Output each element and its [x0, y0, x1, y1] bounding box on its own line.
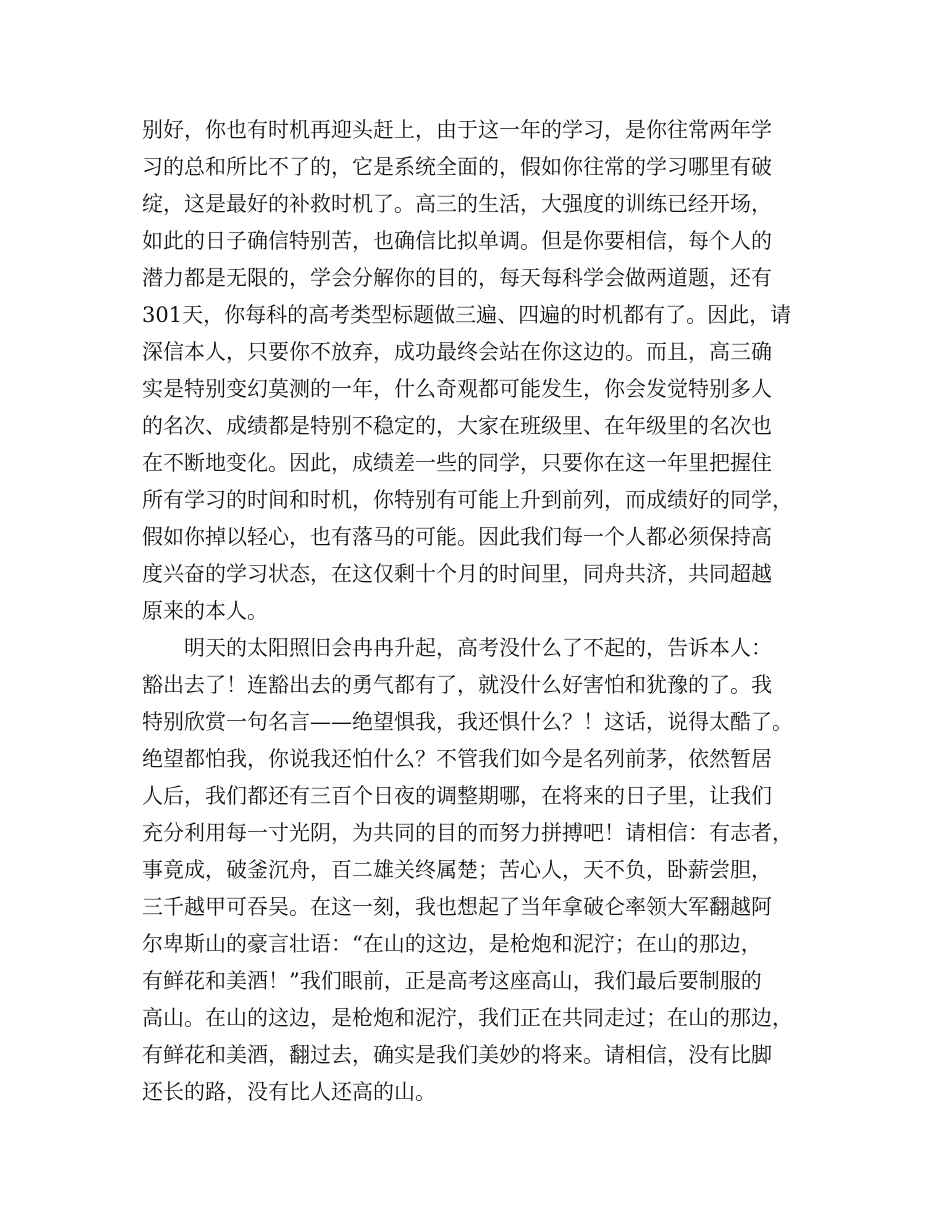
text-line: 特别欣赏一句名言——绝望惧我，我还惧什么？！这话，说得太酷了。: [142, 710, 793, 734]
text-line: 三千越甲可吞吴。在这一刻，我也想起了当年拿破仑率领大军翻越阿: [142, 895, 772, 919]
text-line: 实是特别变幻莫测的一年，什么奇观都可能发生，你会发觉特别多人: [142, 377, 772, 401]
text-line: 别好，你也有时机再迎头赶上，由于这一年的学习，是你往常两年学: [142, 118, 772, 142]
text-line: 有鲜花和美酒，翻过去，确实是我们美妙的将来。请相信，没有比脚: [142, 1043, 772, 1067]
document-body: [142, 112, 832, 1111]
text-line: 绝望都怕我，你说我还怕什么？不管我们如今是名列前茅，依然暂居: [142, 747, 772, 771]
text-line: 在不断地变化。因此，成绩差一些的同学，只要你在这一年里把握住: [142, 451, 772, 475]
text-line: 事竟成，破釜沉舟，百二雄关终属楚；苦心人，天不负，卧薪尝胆，: [142, 858, 772, 882]
text-line: 的名次、成绩都是特别不稳定的，大家在班级里、在年级里的名次也: [142, 414, 772, 438]
text-line: 301天，你每科的高考类型标题做三遍、四遍的时机都有了。因此，请: [142, 303, 792, 327]
text-line: 明天的太阳照旧会冉冉升起，高考没什么了不起的，告诉本人：: [184, 636, 772, 660]
text-line: 度兴奋的学习状态，在这仅剩十个月的时间里，同舟共济，共同超越: [142, 562, 772, 586]
text-line: 高山。在山的这边，是枪炮和泥泞，我们正在共同走过；在山的那边，: [142, 1006, 793, 1030]
text-line: 如此的日子确信特别苦，也确信比拟单调。但是你要相信，每个人的: [142, 229, 772, 253]
text-line: 深信本人，只要你不放弃，成功最终会站在你这边的。而且，高三确: [142, 340, 772, 364]
text-line: 所有学习的时间和时机，你特别有可能上升到前列，而成绩好的同学，: [142, 488, 793, 512]
paragraph: [142, 630, 832, 1111]
text-line: 人后，我们都还有三百个日夜的调整期哪，在将来的日子里，让我们: [142, 784, 772, 808]
text-line: 豁出去了！连豁出去的勇气都有了，就没什么好害怕和犹豫的了。我: [142, 673, 772, 697]
text-line: 习的总和所比不了的，它是系统全面的，假如你往常的学习哪里有破: [142, 155, 772, 179]
text-line: 充分利用每一寸光阴，为共同的目的而努力拼搏吧！请相信：有志者，: [142, 821, 793, 845]
text-line: 原来的本人。: [142, 599, 268, 623]
paragraph: [142, 112, 832, 630]
text-line: 绽，这是最好的补救时机了。高三的生活，大强度的训练已经开场，: [142, 192, 772, 216]
text-line: 有鲜花和美酒！”我们眼前，正是高考这座高山，我们最后要制服的: [142, 969, 762, 993]
text-line: 潜力都是无限的，学会分解你的目的，每天每科学会做两道题，还有: [142, 266, 772, 290]
text-line: 尔卑斯山的豪言壮语：“在山的这边，是枪炮和泥泞；在山的那边，: [142, 932, 762, 956]
text-line: 还长的路，没有比人还高的山。: [142, 1080, 436, 1104]
text-line: 假如你掉以轻心，也有落马的可能。因此我们每一个人都必须保持高: [142, 525, 772, 549]
